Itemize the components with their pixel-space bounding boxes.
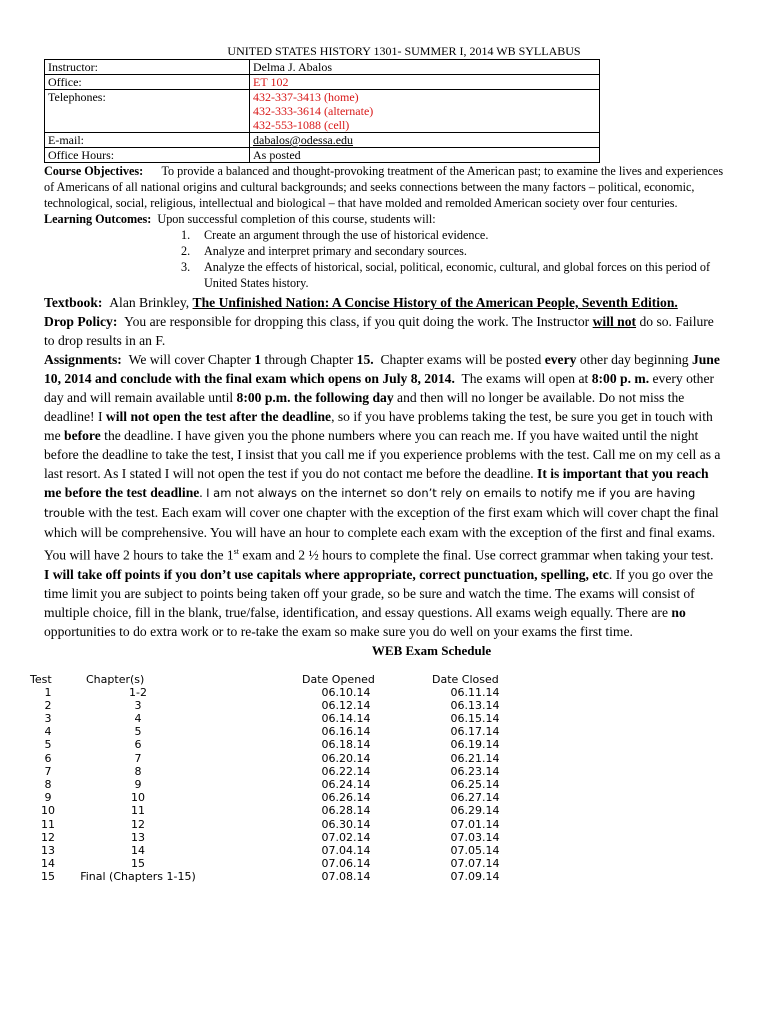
table-row: [30, 778, 724, 791]
assign-bold: will not open the test after the deadline: [105, 409, 332, 424]
textbook: [44, 293, 724, 312]
page-title: UNITED STATES HISTORY 1301- SUMMER I, 2014 WB SYLLABUS: [227, 44, 581, 58]
assign-text: other day beginning: [579, 352, 689, 367]
date-closed: 06.15.14: [450, 712, 500, 726]
assignments: [44, 350, 724, 641]
email-value: [250, 133, 600, 148]
test-chapters: 15: [131, 857, 145, 871]
test-number: 2: [44, 698, 52, 712]
test-number: 6: [44, 751, 52, 765]
objectives-label: Course Objectives:: [44, 164, 144, 178]
phone-cell: 432-553-1088 (cell): [253, 118, 350, 132]
test-number: 12: [41, 830, 55, 844]
test-number: 7: [44, 764, 52, 778]
assignments-label: Assignments:: [44, 352, 122, 367]
test-chapters: 10: [131, 791, 145, 805]
objectives-text: To provide a balanced and thought-provoking treatment of the American past; to examine the lives and experiences of Americans of all national origins and cultural backgrounds; and seeks connections between the many factors – political, economic, technological, social, religious, intellectual and biological – that have molded and remolded American society over four centuries.: [44, 164, 724, 210]
assign-bold: before: [64, 428, 101, 443]
test-chapters: 3: [134, 698, 142, 712]
date-closed: 06.21.14: [450, 751, 500, 765]
header-test: Test: [30, 672, 52, 686]
assign-bold: no: [671, 604, 686, 620]
table-row: [30, 712, 724, 725]
test-chapters: 8: [134, 764, 142, 778]
test-chapters: 1-2: [129, 685, 147, 699]
test-number: 9: [44, 791, 52, 805]
date-closed: 06.11.14: [450, 685, 500, 699]
table-row: [30, 752, 724, 765]
header-date-opened: Date Opened: [302, 672, 375, 686]
test-chapters: Final (Chapters 1-15): [80, 870, 196, 884]
test-number: 5: [44, 738, 52, 752]
date-opened: 06.30.14: [321, 817, 371, 831]
test-chapters: 9: [134, 778, 142, 792]
schedule-title: WEB Exam Schedule: [371, 642, 492, 658]
assign-text: . If you go over the time limit you are subject to points being taken off your grade, so be sure and watch the time. The exams will consist of multiple choice, fill in the blank, true/false, identification, and essay questions. All exams weigh equally. There are: [44, 566, 714, 620]
date-opened: 06.20.14: [321, 751, 371, 765]
textbook-label: Textbook:: [44, 295, 103, 310]
date-closed: 06.25.14: [450, 778, 500, 792]
table-row: [30, 738, 724, 751]
date-opened: 07.02.14: [321, 830, 371, 844]
table-row: [45, 60, 600, 75]
table-row: [30, 844, 724, 857]
table-row: [30, 818, 724, 831]
test-chapters: 5: [134, 725, 142, 739]
telephones-value: [250, 90, 600, 133]
table-row: [45, 75, 600, 90]
table-row: [45, 133, 600, 148]
list-item: 1. Create an argument through the use of historical evidence.: [181, 228, 489, 242]
table-row: [30, 725, 724, 738]
table-row: [30, 857, 724, 870]
table-row: [30, 686, 724, 699]
date-closed: 06.13.14: [450, 698, 500, 712]
assign-text: exam and 2 ½ hours to complete the final. Use correct grammar when taking your test.: [242, 547, 714, 563]
test-number: 14: [41, 857, 55, 871]
list-item: 2. Analyze and interpret primary and secondary sources.: [181, 244, 467, 258]
date-closed: 07.07.14: [450, 857, 500, 871]
test-chapters: 4: [134, 712, 142, 726]
schedule-header-row: [30, 673, 724, 686]
test-number: 3: [44, 712, 52, 726]
date-opened: 06.24.14: [321, 778, 371, 792]
table-row: [30, 831, 724, 844]
date-opened: 07.08.14: [321, 870, 371, 884]
email-link[interactable]: dabalos@odessa.edu: [253, 133, 354, 147]
drop-policy-text-2: do so. Failure to drop results in an F.: [44, 314, 714, 348]
table-row: [30, 765, 724, 778]
date-closed: 07.03.14: [450, 830, 500, 844]
table-row: [30, 791, 724, 804]
table-row: [30, 804, 724, 817]
test-number: 4: [44, 725, 52, 739]
test-number: 8: [44, 778, 52, 792]
date-opened: 07.04.14: [321, 843, 371, 857]
email-label: E-mail:: [45, 133, 250, 148]
date-opened: 06.18.14: [321, 738, 371, 752]
date-closed: 06.29.14: [450, 804, 500, 818]
test-chapters: 11: [131, 804, 145, 818]
assign-handwritten-note: I am not always on the internet so don’t rely on emails to notify me if you are having trouble: [44, 486, 696, 520]
header-chapters: Chapter(s): [86, 672, 145, 686]
phone-alternate: 432-333-3614 (alternate): [253, 104, 374, 118]
telephones-label: Telephones:: [45, 90, 250, 133]
assign-text: .: [199, 485, 203, 500]
test-number: 10: [41, 804, 55, 818]
assign-superscript: st: [233, 547, 240, 556]
date-opened: 06.22.14: [321, 764, 371, 778]
office-label: Office:: [45, 75, 250, 90]
test-chapters: 7: [134, 751, 142, 765]
instructor-label: Instructor:: [45, 60, 250, 75]
office-value: ET 102: [250, 75, 600, 90]
date-closed: 06.19.14: [450, 738, 500, 752]
assign-bold: 1: [254, 352, 262, 367]
instructor-info-table: [44, 59, 600, 163]
table-row: [45, 90, 600, 133]
test-number: 15: [41, 870, 55, 884]
date-opened: 06.14.14: [321, 712, 371, 726]
test-chapters: 13: [131, 830, 145, 844]
assign-text: Chapter exams will be posted: [380, 352, 542, 367]
assign-text: opportunities to do extra work or to re-take the exam so make sure you do well on your exams the first time.: [44, 623, 633, 639]
assign-text: every other day and will remain available until: [44, 371, 715, 405]
assign-bold: I will take off points if you don’t use capitals where appropriate, correct punctuation, spelling, etc: [44, 566, 609, 582]
drop-policy-emphasis: will not: [592, 314, 637, 329]
date-opened: 06.28.14: [321, 804, 371, 818]
learning-outcomes: [44, 211, 724, 291]
assign-text: the deadline. I have given you the phone numbers where you can reach me. If you have waited until the night before the deadline to take the test, I insist that you call me if you experience problems with the test. Call me on my cell as a last resort. As I stated I will not open the test if you do not contact me before the deadline.: [44, 428, 721, 481]
syllabus-page: [30, 44, 724, 884]
drop-policy-text: You are responsible for dropping this class, if you quit doing the work. The Instructor: [124, 314, 590, 329]
outcomes-intro: Upon successful completion of this course, students will:: [157, 212, 436, 226]
test-chapters: 6: [134, 738, 142, 752]
exam-schedule-table: [30, 673, 724, 884]
list-item: 3. Analyze the effects of historical, social, political, economic, cultural, and global forces on this period of United States history.: [181, 260, 711, 290]
outcomes-list: [44, 227, 724, 291]
test-chapters: 12: [131, 817, 145, 831]
date-closed: 06.17.14: [450, 725, 500, 739]
date-opened: 07.06.14: [321, 857, 371, 871]
textbook-title: The Unfinished Nation: A Concise History of the American People, Seventh Edition.: [192, 295, 678, 310]
office-hours-label: Office Hours:: [45, 148, 250, 163]
date-closed: 06.23.14: [450, 764, 500, 778]
test-number: 13: [41, 843, 55, 857]
assign-bold: every: [544, 352, 577, 367]
outcomes-label: Learning Outcomes:: [44, 212, 152, 226]
test-number: 11: [41, 817, 55, 831]
assign-bold: 8:00 p.m. the following day: [236, 390, 394, 405]
date-opened: 06.10.14: [321, 685, 371, 699]
assign-bold: It is important that you reach me before the test deadline: [44, 466, 709, 500]
assign-bold: 15.: [356, 352, 374, 367]
date-closed: 06.27.14: [450, 791, 500, 805]
phone-home: 432-337-3413 (home): [253, 90, 359, 104]
assign-text: and then will no longer be available. Do not miss the deadline! I: [44, 390, 685, 424]
assign-text: We will cover Chapter: [128, 352, 251, 367]
test-number: 1: [44, 685, 52, 699]
assign-text: through Chapter: [264, 352, 354, 367]
table-row: [30, 699, 724, 712]
test-chapters: 14: [131, 843, 145, 857]
table-row: [30, 870, 724, 883]
date-opened: 06.12.14: [321, 698, 371, 712]
assign-bold: June 10, 2014 and conclude with the final exam which opens on July 8, 2014.: [44, 352, 720, 386]
header-date-closed: Date Closed: [432, 672, 499, 686]
office-hours-value: As posted: [250, 148, 600, 163]
textbook-author: Alan Brinkley,: [109, 295, 190, 310]
drop-policy: [44, 312, 724, 350]
date-opened: 06.16.14: [321, 725, 371, 739]
date-closed: 07.01.14: [450, 817, 500, 831]
date-closed: 07.09.14: [450, 870, 500, 884]
date-closed: 07.05.14: [450, 843, 500, 857]
date-opened: 06.26.14: [321, 791, 371, 805]
assign-text: with the test. Each exam will cover one chapter with the exception of the first exam which will cover chapt the final which will be comprehensive. You will have an hour to complete each exam with the exception of the first and final exams. You will have 2 hours to take the 1: [44, 505, 719, 563]
course-objectives: [44, 163, 724, 211]
assign-bold: 8:00 p. m.: [591, 371, 650, 386]
table-row: [45, 148, 600, 163]
assign-text: The exams will open at: [461, 371, 589, 386]
assign-text: , so if you have problems taking the test, be sure you get in touch with me: [44, 409, 713, 443]
instructor-value: Delma J. Abalos: [250, 60, 600, 75]
drop-policy-label: Drop Policy:: [44, 314, 118, 329]
